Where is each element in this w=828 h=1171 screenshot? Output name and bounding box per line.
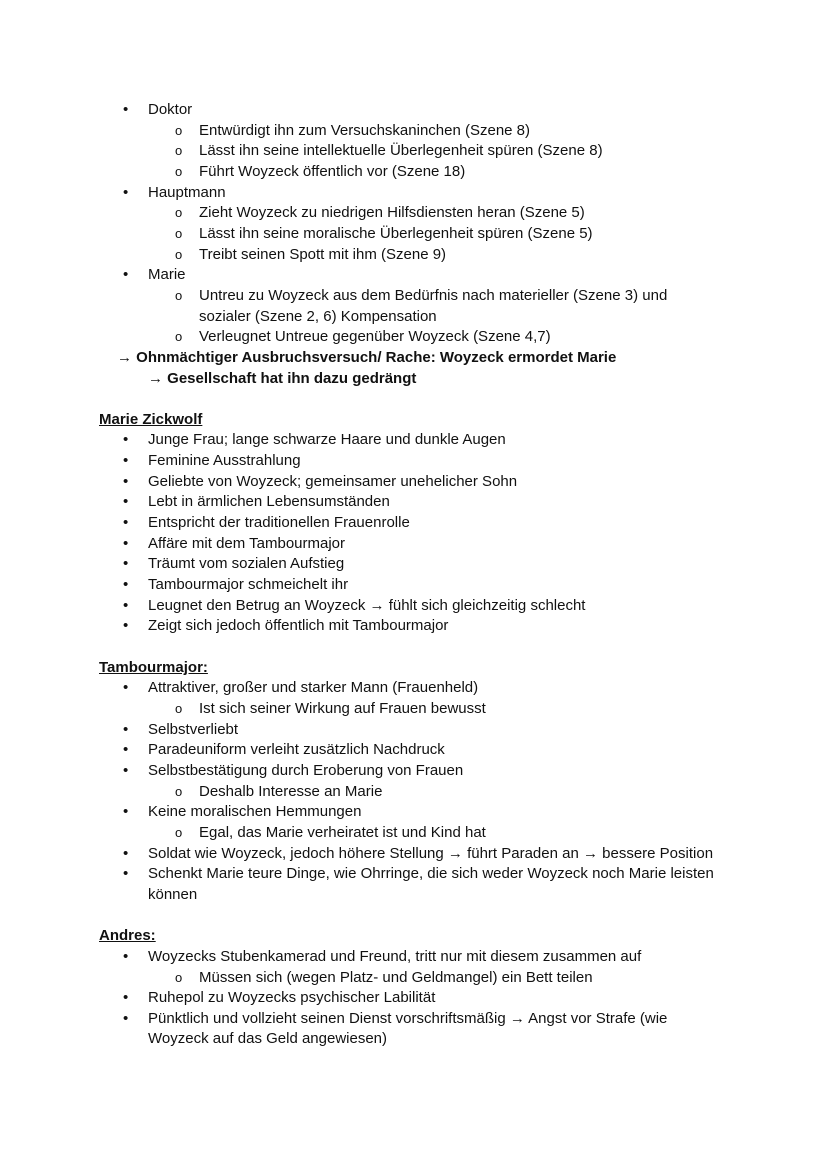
line-text: Feminine Ausstrahlung bbox=[148, 452, 301, 470]
sub-bullet-item bbox=[0, 203, 828, 224]
sub-bullet-item bbox=[0, 121, 828, 142]
bullet-icon: • bbox=[123, 947, 129, 965]
line-text: Keine moralischen Hemmungen bbox=[148, 803, 362, 821]
bullet-icon: • bbox=[123, 1009, 129, 1027]
sub-bullet-item bbox=[0, 286, 828, 327]
line-text: Tambourmajor: bbox=[99, 658, 208, 676]
sub-bullet-item bbox=[0, 245, 828, 266]
sub-bullet-item bbox=[0, 968, 828, 989]
bullet-icon: • bbox=[123, 761, 129, 779]
line-text: Untreu zu Woyzeck aus dem Bedürfnis nach materieller (Szene 3) und sozialer (Szene 2, 6) Kompensation bbox=[199, 286, 668, 325]
line-text: Deshalb Interesse an Marie bbox=[199, 782, 383, 800]
bullet-icon: • bbox=[123, 720, 129, 738]
bullet-icon: • bbox=[123, 514, 129, 532]
sub-bullet-item bbox=[0, 823, 828, 844]
bullet-icon: • bbox=[123, 101, 129, 118]
circle-bullet-icon: o bbox=[175, 783, 183, 799]
sub-bullet-item bbox=[0, 327, 828, 348]
line-text: Verleugnet Untreue gegenüber Woyzeck (Szene 4,7) bbox=[199, 328, 551, 346]
line-text: Leugnet den Betrug an Woyzeck → fühlt sich gleichzeitig schlecht bbox=[148, 596, 586, 614]
line-text: Lässt ihn seine moralische Überlegenheit spüren (Szene 5) bbox=[199, 224, 593, 242]
line-text: Andres: bbox=[99, 927, 156, 945]
bullet-item bbox=[0, 451, 828, 472]
line-text: Geliebte von Woyzeck; gemeinsamer unehelicher Sohn bbox=[148, 472, 518, 490]
section-heading bbox=[0, 926, 828, 947]
bullet-item bbox=[0, 761, 828, 782]
line-text: Paradeuniform verleiht zusätzlich Nachdruck bbox=[148, 741, 445, 759]
bullet-item bbox=[0, 720, 828, 741]
bullet-item bbox=[0, 844, 828, 865]
line-text: Selbstverliebt bbox=[148, 720, 239, 738]
line-text: Ruhepol zu Woyzecks psychischer Labilität bbox=[148, 989, 436, 1007]
line-text: Träumt vom sozialen Aufstieg bbox=[148, 555, 345, 573]
line-text: Müssen sich (wegen Platz- und Geldmangel) ein Bett teilen bbox=[199, 968, 593, 986]
sub-bullet-item bbox=[0, 162, 828, 183]
circle-bullet-icon: o bbox=[175, 205, 183, 221]
conclusion-line bbox=[0, 369, 828, 390]
circle-bullet-icon: o bbox=[175, 824, 183, 840]
circle-bullet-icon: o bbox=[175, 969, 183, 985]
bullet-icon: • bbox=[123, 576, 129, 594]
bullet-item bbox=[0, 554, 828, 575]
document-body bbox=[0, 100, 828, 1050]
bullet-item bbox=[0, 1009, 828, 1050]
bullet-icon: • bbox=[123, 266, 129, 284]
bullet-item bbox=[0, 988, 828, 1009]
bullet-icon: • bbox=[123, 452, 129, 470]
bullet-item bbox=[0, 265, 828, 286]
bullet-item bbox=[0, 492, 828, 513]
line-text: Marie bbox=[148, 266, 186, 284]
bullet-icon: • bbox=[123, 472, 129, 490]
circle-bullet-icon: o bbox=[175, 246, 183, 262]
bullet-item bbox=[0, 472, 828, 493]
bullet-icon: • bbox=[123, 844, 129, 862]
bullet-item bbox=[0, 864, 828, 905]
bullet-item bbox=[0, 513, 828, 534]
line-text: Junge Frau; lange schwarze Haare und dunkle Augen bbox=[148, 431, 506, 449]
sub-bullet-item bbox=[0, 699, 828, 720]
line-text: Affäre mit dem Tambourmajor bbox=[148, 534, 346, 552]
sub-bullet-item bbox=[0, 224, 828, 245]
line-text: Tambourmajor schmeichelt ihr bbox=[148, 576, 349, 594]
bullet-icon: • bbox=[123, 596, 129, 614]
line-text: Woyzecks Stubenkamerad und Freund, tritt nur mit diesem zusammen auf bbox=[148, 947, 642, 965]
bullet-icon: • bbox=[123, 431, 129, 449]
bullet-icon: • bbox=[123, 183, 129, 201]
bullet-icon: • bbox=[123, 865, 129, 883]
sub-bullet-item bbox=[0, 782, 828, 803]
line-text: Marie Zickwolf bbox=[99, 410, 203, 428]
bullet-icon: • bbox=[123, 741, 129, 759]
conclusion-line bbox=[0, 348, 828, 369]
line-text: Attraktiver, großer und starker Mann (Frauenheld) bbox=[148, 679, 479, 697]
line-text: Selbstbestätigung durch Eroberung von Frauen bbox=[148, 761, 464, 779]
circle-bullet-icon: o bbox=[175, 701, 183, 716]
blank-line bbox=[0, 389, 828, 410]
line-text: Egal, das Marie verheiratet ist und Kind hat bbox=[199, 823, 486, 841]
section-heading bbox=[0, 410, 828, 431]
bullet-item bbox=[0, 183, 828, 204]
line-text: Treibt seinen Spott mit ihm (Szene 9) bbox=[199, 245, 447, 263]
line-text: Zeigt sich jedoch öffentlich mit Tambourmajor bbox=[148, 617, 449, 635]
sub-bullet-item bbox=[0, 141, 828, 162]
circle-bullet-icon: o bbox=[175, 329, 183, 345]
line-text: Entspricht der traditionellen Frauenrolle bbox=[148, 514, 410, 532]
bullet-item bbox=[0, 430, 828, 451]
line-text: Pünktlich und vollzieht seinen Dienst vorschriftsmäßig → Angst vor Strafe (wie Woyzeck auf das Geld angewiesen) bbox=[148, 1009, 668, 1048]
bullet-item bbox=[0, 678, 828, 699]
line-text: Ist sich seiner Wirkung auf Frauen bewusst bbox=[199, 700, 486, 717]
bullet-icon: • bbox=[123, 617, 129, 635]
bullet-item bbox=[0, 616, 828, 637]
line-text: Hauptmann bbox=[148, 183, 226, 201]
line-text: Schenkt Marie teure Dinge, wie Ohrringe, die sich weder Woyzeck noch Marie leisten können bbox=[148, 865, 714, 903]
line-text: Zieht Woyzeck zu niedrigen Hilfsdiensten heran (Szene 5) bbox=[199, 204, 585, 222]
circle-bullet-icon: o bbox=[175, 287, 183, 303]
circle-bullet-icon: o bbox=[175, 122, 183, 138]
line-text: Entwürdigt ihn zum Versuchskaninchen (Szene 8) bbox=[199, 121, 531, 139]
section-heading bbox=[0, 658, 828, 679]
bullet-icon: • bbox=[123, 555, 129, 573]
line-text: Führt Woyzeck öffentlich vor (Szene 18) bbox=[199, 162, 466, 180]
bullet-icon: • bbox=[123, 803, 129, 821]
bullet-item bbox=[0, 596, 828, 617]
bullet-item bbox=[0, 740, 828, 761]
circle-bullet-icon: o bbox=[175, 143, 183, 159]
bullet-icon: • bbox=[123, 989, 129, 1007]
bullet-icon: • bbox=[123, 493, 129, 511]
bullet-item bbox=[0, 947, 828, 968]
line-text: Doktor bbox=[148, 101, 193, 118]
blank-line bbox=[0, 637, 828, 658]
circle-bullet-icon: o bbox=[175, 225, 183, 241]
bullet-item bbox=[0, 534, 828, 555]
blank-line bbox=[0, 906, 828, 927]
line-text: → Gesellschaft hat ihn dazu gedrängt bbox=[148, 369, 417, 387]
line-text: Lebt in ärmlichen Lebensumständen bbox=[148, 493, 390, 511]
bullet-item bbox=[0, 100, 828, 121]
line-text: Lässt ihn seine intellektuelle Überlegenheit spüren (Szene 8) bbox=[199, 142, 603, 160]
circle-bullet-icon: o bbox=[175, 163, 183, 179]
bullet-icon: • bbox=[123, 534, 129, 552]
bullet-item bbox=[0, 575, 828, 596]
bullet-icon: • bbox=[123, 679, 129, 697]
line-text: → Ohnmächtiger Ausbruchsversuch/ Rache: Woyzeck ermordet Marie bbox=[117, 348, 617, 366]
bullet-item bbox=[0, 802, 828, 823]
line-text: Soldat wie Woyzeck, jedoch höhere Stellung → führt Paraden an → bessere Position bbox=[148, 844, 714, 862]
